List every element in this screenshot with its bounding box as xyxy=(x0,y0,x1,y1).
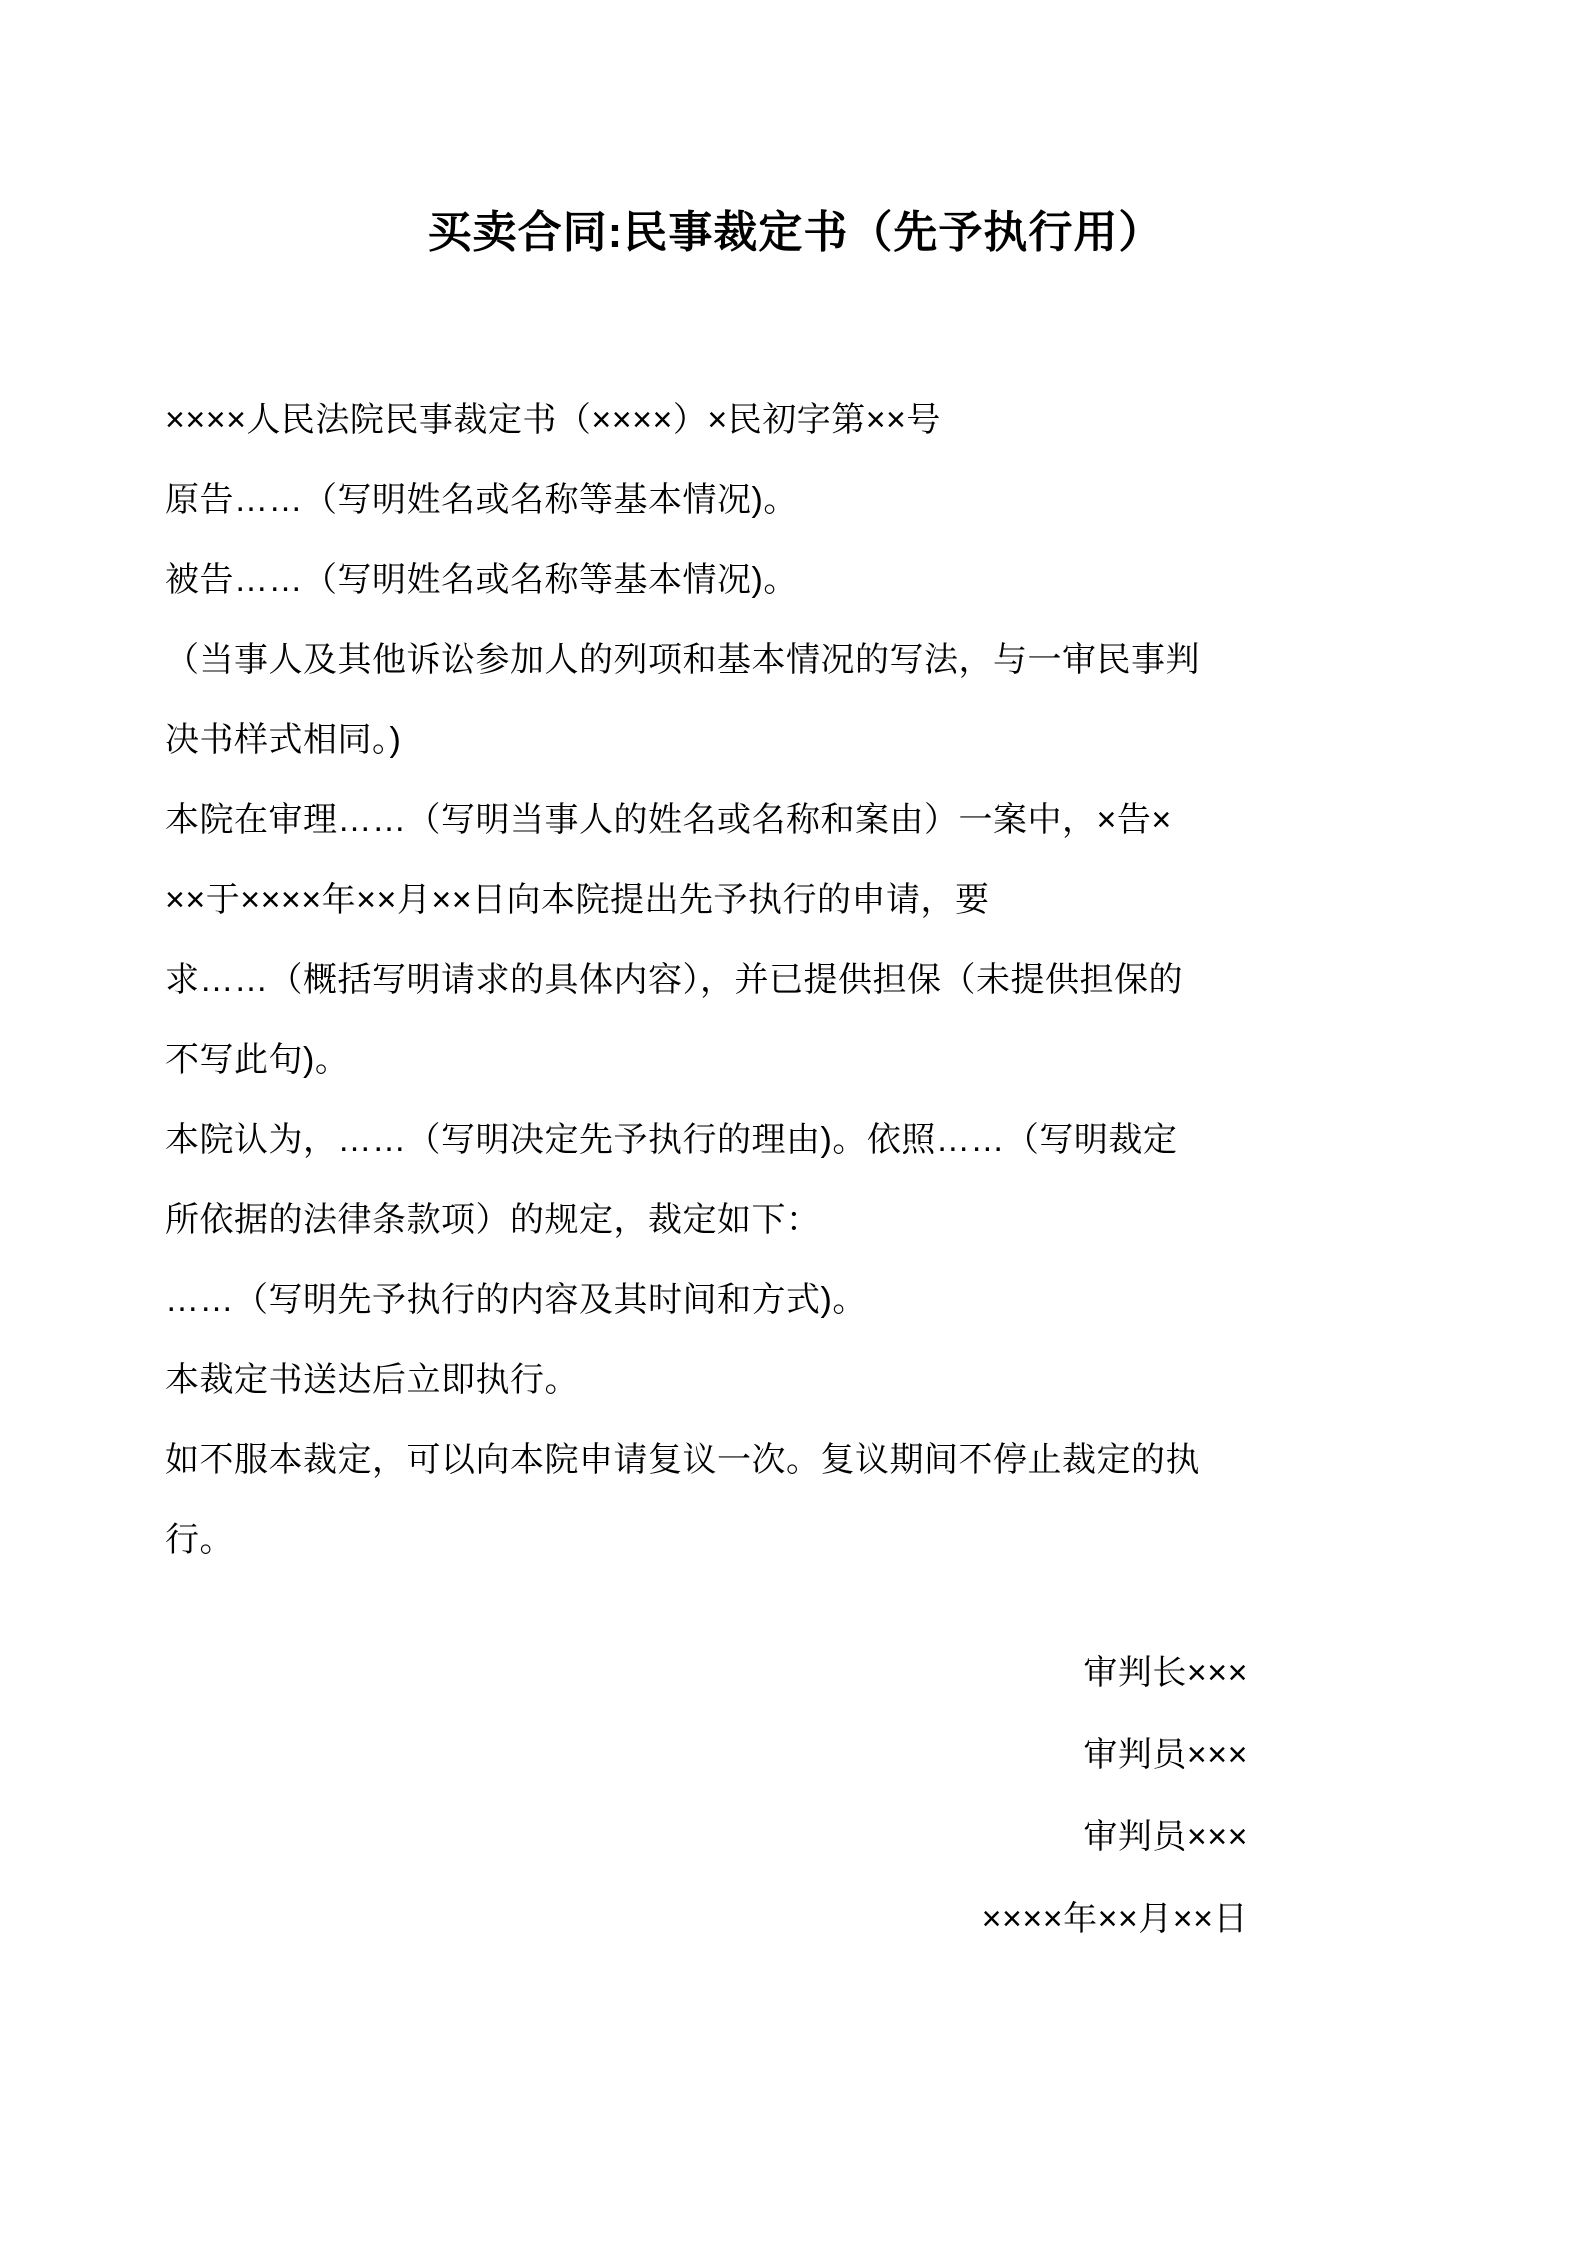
document-line: 求……（概括写明请求的具体内容），并已提供担保（未提供担保的 xyxy=(165,961,1183,999)
document-line: 行。 xyxy=(165,1521,234,1559)
signature-block xyxy=(165,1632,1426,1960)
judge-line: 审判员××× xyxy=(1083,1818,1248,1856)
document-line: 被告……（写明姓名或名称等基本情况)。 xyxy=(165,561,798,599)
document-line: ××××人民法院民事裁定书（××××）×民初字第××号 xyxy=(165,401,941,439)
document-line: 如不服本裁定，可以向本院申请复议一次。复议期间不停止裁定的执 xyxy=(165,1441,1200,1479)
document-line: 所依据的法律条款项）的规定，裁定如下： xyxy=(165,1201,821,1239)
document-line: 原告……（写明姓名或名称等基本情况)。 xyxy=(165,481,798,519)
document-line: 本院认为，……（写明决定先予执行的理由)。依照……（写明裁定 xyxy=(165,1121,1178,1159)
document-line: ……（写明先予执行的内容及其时间和方式)。 xyxy=(165,1281,867,1319)
document-line: 本裁定书送达后立即执行。 xyxy=(165,1361,579,1399)
document-line: 决书样式相同。) xyxy=(165,721,402,759)
date-line: ××××年××月××日 xyxy=(981,1900,1248,1938)
document-body xyxy=(165,380,1426,1580)
judge-line: 审判员××× xyxy=(1083,1736,1248,1774)
document-line: ××于××××年××月××日向本院提出先予执行的申请，要 xyxy=(165,881,990,919)
document-line: 不写此句)。 xyxy=(165,1041,350,1079)
document-title: 买卖合同:民事裁定书（先予执行用） xyxy=(427,208,1164,257)
document-line: 本院在审理……（写明当事人的姓名或名称和案由）一案中，×告× xyxy=(165,801,1172,839)
presiding-judge-line: 审判长××× xyxy=(1083,1654,1248,1692)
document-line: （当事人及其他诉讼参加人的列项和基本情况的写法，与一审民事判 xyxy=(165,641,1200,679)
